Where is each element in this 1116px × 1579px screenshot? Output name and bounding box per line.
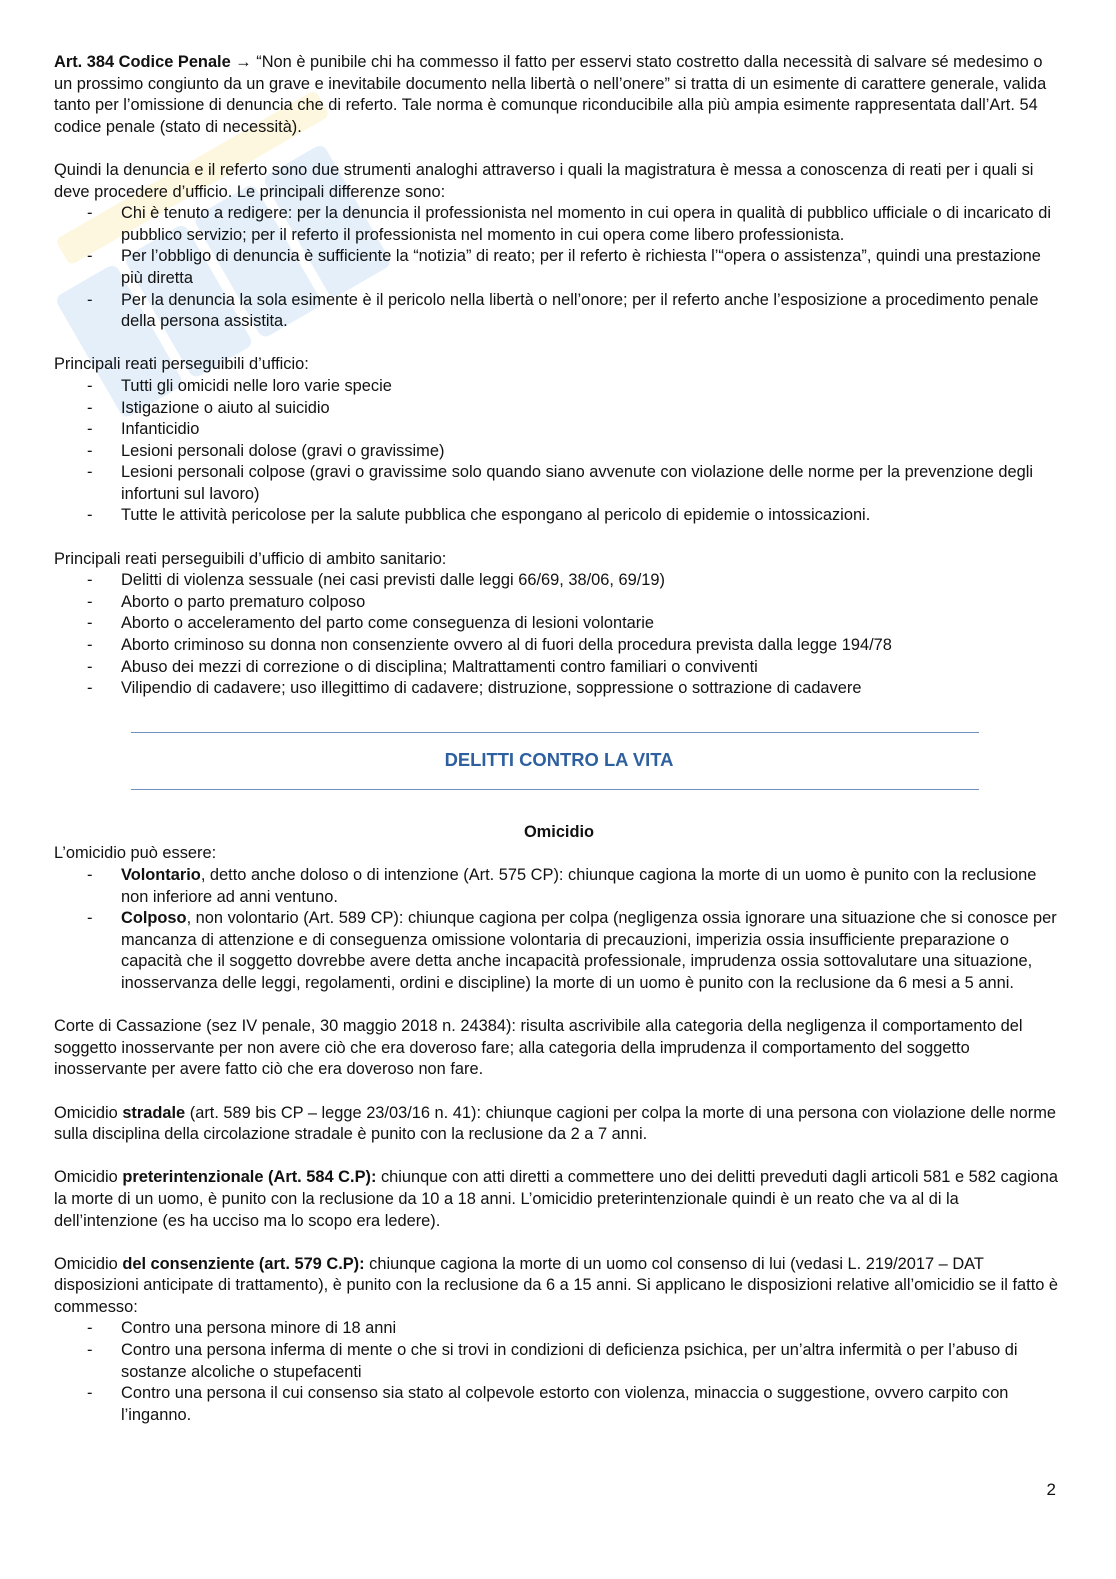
reati-sanitari-title: Principali reati perseguibili d’ufficio di ambito sanitario:	[54, 549, 447, 568]
list-item: - Aborto o acceleramento del parto come conseguenza di lesioni volontarie	[54, 613, 1064, 635]
list-item: - Contro una persona il cui consenso sia stato al colpevole estorto con violenza, minaccia o suggestione, ovvero carpito con l’inganno.	[54, 1383, 1064, 1426]
volontario-label: Volontario	[121, 866, 201, 884]
preterintenzionale-pre: Omicidio	[54, 1168, 123, 1187]
consenziente-pre: Omicidio	[54, 1254, 123, 1273]
art384-paragraph	[54, 52, 1064, 138]
section-top-rule	[131, 732, 979, 733]
preterintenzionale-text: chiunque con atti diretti a commettere uno dei delitti preveduti dagli articoli 581 e 582 cagiona la morte di un uomo, è punito con la reclusione da 10 a 18 anni. L’omicidio preterintenzionale quindi è un reato che va al di la dell’intenzione (es ha ucciso ma lo scopo era ledere).	[54, 1168, 1058, 1230]
list-item-volontario	[54, 865, 1064, 908]
differences-list	[54, 203, 1064, 333]
consenziente-list	[54, 1318, 1064, 1426]
list-item: - Istigazione o aiuto al suicidio	[54, 398, 1064, 420]
list-item: - Abuso dei mezzi di correzione o di disciplina; Maltrattamenti contro familiari o conviventi	[54, 657, 1064, 679]
differences-intro: Quindi la denuncia e il referto sono due strumenti analoghi attraverso i quali la magistratura è messa a conoscenza di reati per i quali si deve procedere d’ufficio. Le principali differenze sono:	[54, 160, 1034, 201]
list-item: - Tutti gli omicidi nelle loro varie specie	[54, 376, 1064, 398]
omicidio-types-list	[54, 865, 1064, 995]
list-item: - Per la denuncia la sola esimente è il pericolo nella libertà o nell’onore; per il referto anche l’esposizione a procedimento penale della persona assistita.	[54, 290, 1064, 333]
reati-ufficio-title: Principali reati perseguibili d’ufficio:	[54, 355, 309, 374]
stradale-pre: Omicidio	[54, 1103, 123, 1122]
consenziente-bold: del consenziente (art. 579 C.P):	[122, 1254, 365, 1273]
list-item: - Contro una persona inferma di mente o che si trovi in condizioni di deficienza psichica, per un’altra infermità o per l’abuso di sostanze alcoliche o stupefacenti	[54, 1340, 1064, 1383]
colposo-text: , non volontario (Art. 589 CP): chiunque cagiona per colpa (negligenza ossia ignorare una situazione che si conosce per mancanza di attenzione e di conseguenza omissione volontaria di precauzioni, imperizia ossia insufficiente preparazione o capacità che il soggetto dovrebbe avere detta anche incapacità professionale, imprudenza ossia sottovalutare una situazione, inosservanza delle leggi, regolamenti, ordini e discipline) la morte di un uomo è punito con la reclusione da 6 mesi a 5 anni.	[121, 909, 1057, 992]
cassazione-paragraph: Corte di Cassazione (sez IV penale, 30 maggio 2018 n. 24384): risulta ascrivibile alla categoria della negligenza il comportamento del soggetto inosservante per non avere ciò che era doveroso fare; alla categoria della imprudenza il comportamento del soggetto inosservante per avere fatto ciò che era doveroso non fare.	[54, 1017, 1023, 1079]
stradale-bold: stradale	[122, 1103, 186, 1122]
list-item-colposo	[54, 908, 1064, 994]
arrow-glyph: →	[235, 53, 252, 71]
reati-ufficio-list	[54, 376, 1064, 527]
list-item: - Chi è tenuto a redigere: per la denuncia il professionista nel momento in cui opera in qualità di pubblico ufficiale o di incaricato di pubblico servizio; per il referto il professionista nel momento in cui opera come libero professionista.	[54, 203, 1064, 246]
page-number: 2	[1046, 1480, 1056, 1499]
stradale-text: (art. 589 bis CP – legge 23/03/16 n. 41): chiunque cagioni per colpa la morte di una persona con violazione delle norme sulla disciplina della circolazione stradale è punito con la reclusione da 2 a 7 anni.	[54, 1103, 1056, 1144]
section-bottom-rule	[131, 789, 979, 790]
list-item: - Lesioni personali dolose (gravi o gravissime)	[54, 441, 1064, 463]
art384-label: Art. 384 Codice Penale	[54, 53, 231, 71]
preterintenzionale-paragraph	[54, 1167, 1064, 1232]
list-item: - Contro una persona minore di 18 anni	[54, 1318, 1064, 1340]
reati-sanitari-list	[54, 570, 1064, 700]
list-item: - Vilipendio di cadavere; uso illegittimo di cadavere; distruzione, soppressione o sottrazione di cadavere	[54, 678, 1064, 700]
list-item: - Aborto criminoso su donna non consenziente ovvero al di fuori della procedura prevista dalla legge 194/78	[54, 635, 1064, 657]
list-item: - Lesioni personali colpose (gravi o gravissime solo quando siano avvenute con violazione delle norme per la prevenzione degli infortuni sul lavoro)	[54, 462, 1064, 505]
omicidio-intro: L’omicidio può essere:	[54, 844, 217, 863]
art384-text: “Non è punibile chi ha commesso il fatto per esservi stato costretto dalla necessità di salvare sé medesimo o un prossimo congiunto da un grave e inevitabile documento nella libertà o nell’onere” si tratta di un esimente di carattere generale, valida tanto per l’omissione di denuncia che di referto. Tale norma è comunque riconducibile alla più ampia esimente rappresentata dall’Art. 54 codice penale (stato di necessità).	[54, 53, 1047, 136]
section-title: DELITTI CONTRO LA VITA	[444, 748, 674, 770]
consenziente-text: chiunque cagiona la morte di un uomo col consenso di lui (vedasi L. 219/2017 – DAT disposizioni anticipate di trattamento), è punito con la reclusione da 6 a 15 anni. Si applicano le disposizioni relative all’omicidio se il fatto è commesso:	[54, 1254, 1059, 1316]
colposo-label: Colposo	[121, 909, 187, 928]
list-item: - Per l’obbligo di denuncia è sufficiente la “notizia” di reato; per il referto è richiesta l’“opera o assistenza”, quindi una prestazione più diretta	[54, 246, 1064, 289]
consenziente-paragraph	[54, 1254, 1064, 1319]
list-item: - Tutte le attività pericolose per la salute pubblica che espongano al pericolo di epidemie o intossicazioni.	[54, 505, 1064, 527]
list-item: - Delitti di violenza sessuale (nei casi previsti dalle leggi 66/69, 38/06, 69/19)	[54, 570, 1064, 592]
preterintenzionale-bold: preterintenzionale (Art. 584 C.P):	[122, 1168, 377, 1187]
list-item: - Infanticidio	[54, 419, 1064, 441]
omicidio-title: Omicidio	[523, 822, 595, 841]
stradale-paragraph	[54, 1103, 1064, 1146]
list-item: - Aborto o parto prematuro colposo	[54, 592, 1064, 614]
volontario-text: , detto anche doloso o di intenzione (Art. 575 CP): chiunque cagiona la morte di un uomo è punito con la reclusione non inferiore ad anni ventuno.	[121, 866, 1037, 906]
document-page	[54, 52, 1064, 1426]
